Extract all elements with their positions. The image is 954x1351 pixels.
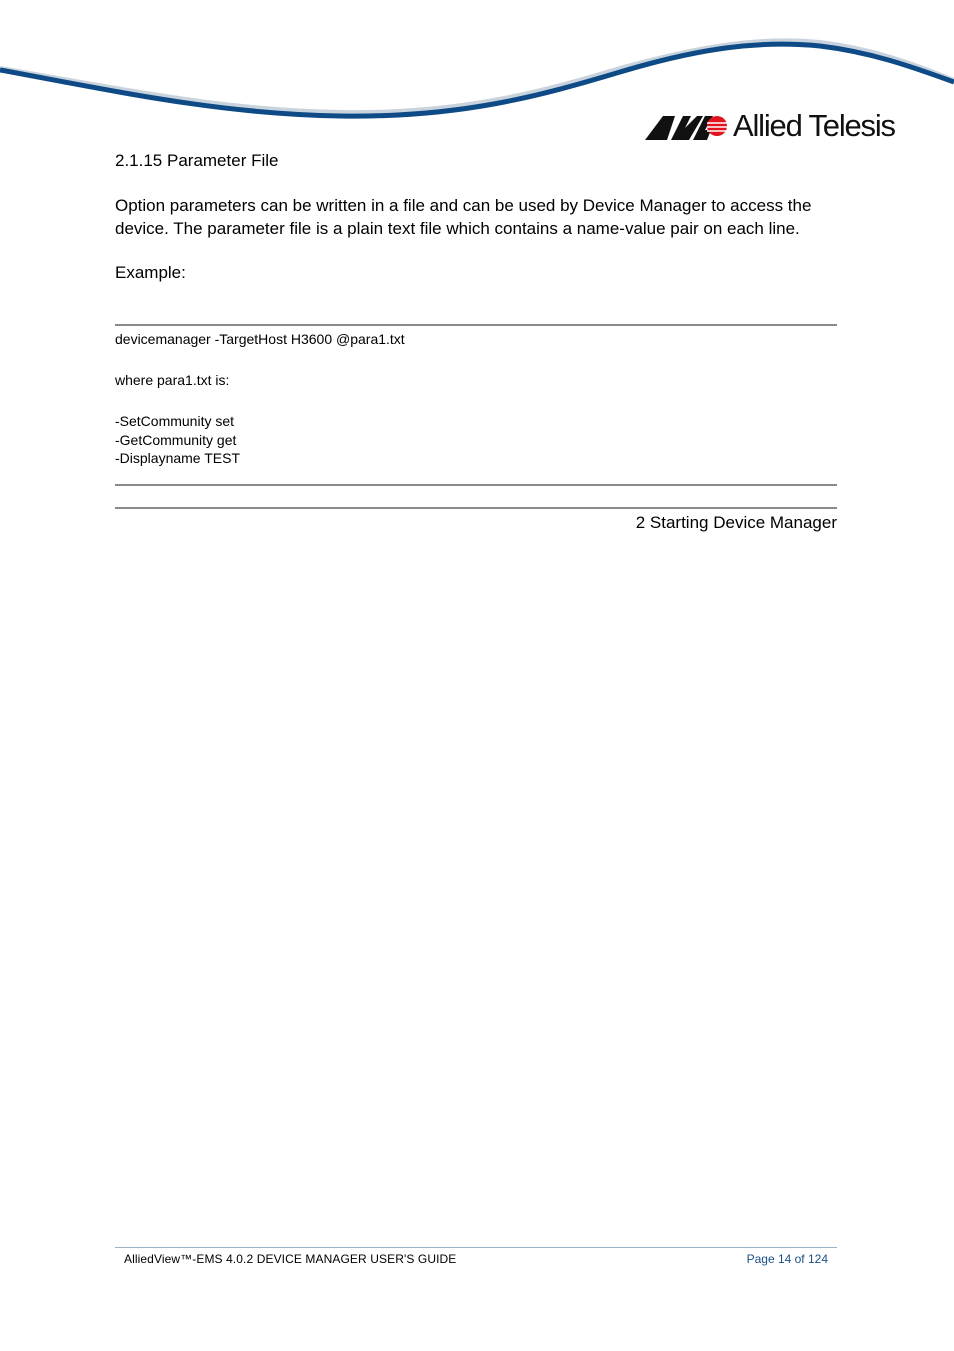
- example-param-line: -GetCommunity get: [115, 432, 237, 448]
- logo-wordmark: Allied Telesis: [733, 108, 895, 143]
- example-bottom-rule: [115, 484, 837, 486]
- section-body: Option parameters can be written in a file and can be used by Device Manager to access the device. The parameter file is a plain text file which contains a name-value pair on each line.: [115, 196, 812, 238]
- footer-page-number: Page 14 of 124: [746, 1252, 828, 1266]
- allied-telesis-logo: [645, 108, 895, 144]
- example-label: Example:: [115, 263, 186, 282]
- footer-guide-title: AlliedView™-EMS 4.0.2 DEVICE MANAGER USER'S GUIDE: [124, 1252, 457, 1266]
- chapter-title: 2 Starting Device Manager: [635, 513, 837, 532]
- example-top-rule: [115, 324, 837, 326]
- swoosh-light-band: [0, 40, 954, 112]
- example-where-text: where para1.txt is:: [115, 372, 230, 388]
- example-command: devicemanager -TargetHost H3600 @para1.txt: [115, 331, 405, 347]
- footer-rule: [115, 1247, 837, 1248]
- logo-mark-icon: [645, 112, 727, 140]
- example-param-line: -Displayname TEST: [115, 450, 241, 466]
- swoosh-dark-band: [0, 44, 954, 116]
- example-param-line: -SetCommunity set: [115, 413, 235, 429]
- section-title: 2.1.15 Parameter File: [115, 151, 279, 170]
- chapter-rule: [115, 507, 837, 509]
